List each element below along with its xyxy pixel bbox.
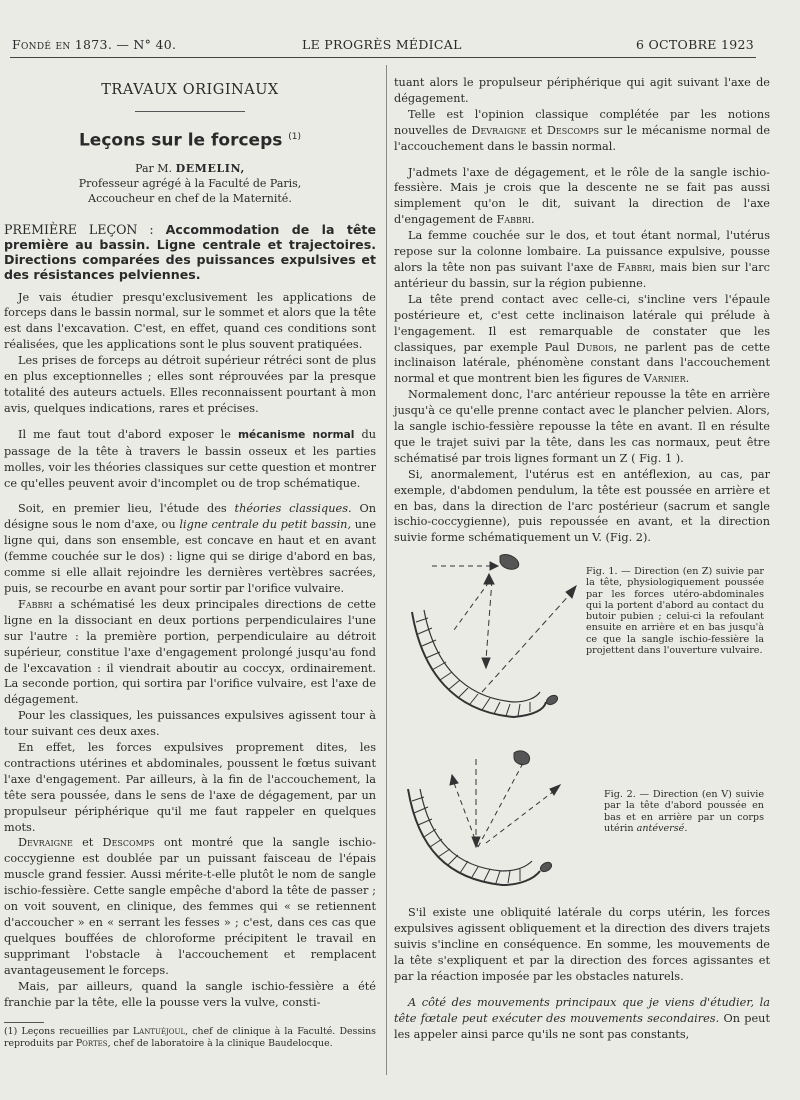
author-citation: Fabbri (18, 597, 53, 611)
pelvic-floor-inner (424, 610, 540, 702)
descent-line (486, 580, 492, 660)
text-run: et (82, 836, 94, 850)
paragraph (4, 835, 376, 978)
author-citation: Descomps (102, 836, 155, 850)
text-run: a schématisé les deux principales directions de cette ligne en la dissociant en deux portions perpendiculaires l'une sur l'autre : la première portion, perpendiculaire au détroit supérieur, constitue l'axe d'engagement prolongé jusqu'au fond de l'excavation : il viendrait aboutir au coccyx, ordinairement. La seconde portion, qui sortira par l'orifice vulvaire, est l'axe de dégagement. (4, 597, 376, 707)
paragraph: S'il existe une obliquité latérale du corps utérin, les forces expulsives agissent obliquement et la direction des divers trajets suivis s'incline en conséquence. En somme, les mouvements de la tête s'expliquent et par la direction des forces agissantes et par la réaction imposée par les obstacles naturels. (394, 906, 770, 983)
hatching (412, 797, 520, 883)
outlet-line (482, 592, 572, 692)
figure-1 (394, 552, 770, 735)
text-run: mais bien sur l'arc antérieur du bassin, sur la région pubienne. (394, 260, 771, 290)
arrow-head (484, 574, 494, 584)
figure-1-diagram (394, 552, 584, 735)
outlet-line (486, 791, 554, 843)
text-run: ne parlent pas de cette inclinaison latérale, phénomène constant dans l'accouchement normal et que montrent bien les figures de (394, 340, 771, 386)
header-journal-title: LE PROGRÈS MÉDICAL (302, 37, 462, 52)
left-column (4, 75, 376, 1050)
paragraph (394, 228, 770, 292)
v-line-left (454, 783, 478, 847)
column-divider (386, 65, 387, 1075)
author-citation: Fabbri. (496, 213, 535, 227)
pelvic-floor-outer (412, 612, 546, 717)
header-date: 6 OCTOBRE 1923 (635, 37, 754, 52)
text-run: On désigne sous le nom d'axe, ou (4, 502, 377, 532)
author-prefix: Par M. (135, 161, 173, 175)
running-header (12, 37, 754, 55)
text-run: Soit, en premier lieu, l'étude des (18, 502, 227, 516)
text-run: On peut les appeler ainsi parce qu'ils ne sont pas constants, (394, 1011, 770, 1041)
italic-run: A côté des mouvements principaux que je viens d'étudier, la tête fœtale peut exécuter des mouvements secondaires. (394, 995, 770, 1025)
paragraph: Les prises de forceps au détroit supérieur rétréci sont de plus en plus exceptionnelles ; elles sont réprouvées par la presque totalité des auteurs actuels. Elles reconnaissent pourtant à mon avis, quelques indications, rares et précises. (4, 354, 376, 415)
lesson-heading (4, 222, 376, 282)
paragraph (4, 501, 376, 596)
arrow-head (490, 562, 498, 570)
text-run: Il me faut tout d'abord exposer le (18, 427, 231, 441)
author-citation: Devraigne (471, 123, 527, 137)
author-citation: Fabbri, (617, 260, 656, 274)
author-citation: Lantuéjoul (132, 1026, 186, 1038)
paragraph: Je vais étudier presqu'exclusivement les applications de forceps dans le bassin normal, sur le sommet et alors que la tête est dans l'excavation. C'est, en effet, quand ces conditions sont réalisées, que les applications sont le plus souvent pratiquées. (4, 290, 376, 352)
text-run: sur le mécanisme normal de l'accouchement dans le bassin normal. (394, 123, 771, 153)
title-footnote-mark: (1) (288, 132, 302, 142)
section-title: TRAVAUX ORIGINAUX (101, 82, 279, 98)
article-title (4, 130, 376, 150)
coccyx-shape (545, 694, 559, 707)
paragraph (394, 292, 770, 387)
pubis-shape (514, 751, 530, 765)
bold-term: mécanisme normal (238, 428, 355, 441)
text-run: du passage de la tête à travers le bassin osseux et les parties molles, voir les théories classiques sur cette question et montrer ce qu'elles peuvent avoir d'incomplet ou de trop schématique. (4, 427, 377, 490)
figure-1-caption: Fig. 1. — Direction (en Z) suivie par la tête, physiologiquement poussée par les forces utéro-abdominales qui la portent d'abord au contact du butoir pubien ; celui-ci la refoulant ensuite en arrière et en bas jusqu'à ce que la sangle ischio-fessière la projettent dans l'ouverture vulvaire. (586, 566, 764, 656)
lesson-title: Accommodation de la tête première au bassin. Ligne centrale et trajectoires. Directions comparées des puissances expulsives et des résistances pelviennes. (4, 221, 376, 282)
text-run: Fig. 2. — Direction (en V) suivie par la tête d'abord poussée en bas et en arrière par un corps utérin (604, 789, 764, 834)
arrow-head (566, 586, 576, 598)
paragraph (4, 427, 376, 492)
hatching (416, 618, 530, 716)
text-run: J'admets l'axe de dégagement, et le rôle de la sangle ischio-fessière. Mais je crois que la descente ne se fait pas aussi simplement qu'on le dit, suivant la direction de l'axe d'engagement de (394, 165, 770, 227)
paragraph (394, 995, 770, 1043)
figure-2-caption (604, 789, 764, 834)
text-run: La tête prend contact avec celle-ci, s'incline vers l'épaule postérieure et, c'est cette inclinaison latérale qui prélude à l'engagement. Il est remarquable de constater que les classiques, par exemple Paul (394, 292, 770, 354)
text-run: et (530, 123, 543, 137)
paragraph: Si, anormalement, l'utérus est en antéflexion, au cas, par exemple, d'abdomen pendulum, la tête est poussée en arrière et en bas, dans la direction de l'arc postérieur (sacrum et sangle ischio-coccygienne), puis repoussée en avant, et la direction suivie forme schématiquement un V. (Fig. 2). (394, 467, 770, 545)
author-citation: Devraigne (18, 836, 73, 850)
author-citation: Varnier. (643, 372, 690, 386)
header-rule (10, 57, 756, 58)
figure-2-diagram (394, 739, 604, 899)
text-run: , chef de clinique à la Faculté. Dessins reproduits par (4, 1026, 376, 1050)
paragraph: tuant alors le propulseur périphérique qui agit suivant l'axe de dégagement. (394, 76, 770, 105)
italic-term: antéversé. (636, 822, 688, 834)
footnote-rule (4, 1022, 44, 1023)
text-run: La femme couchée sur le dos, et tout étant normal, l'utérus repose sur la colonne lombaire. La puissance expulsive, pousse alors la tête non pas suivant l'axe de (394, 229, 770, 274)
paragraph: Pour les classiques, les puissances expulsives agissent tour à tour suivant ces deux axes. (4, 709, 376, 739)
author-citation: Dubois, (576, 340, 618, 354)
author-name: DEMELIN, (175, 161, 245, 175)
v-line-right (478, 765, 522, 847)
italic-term: ligne centrale du petit bassin, (179, 518, 352, 532)
diagonal-line (454, 582, 489, 630)
right-column (394, 75, 770, 1043)
text-run: ont montré que la sangle ischio-coccygienne est doublée par un puissant faisceau de l'épais muscle grand fessier. Aussi mérite-t-elle plutôt le nom de sangle ischio-fessière. Cette sangle empêche d'abord la tête de passer ; on voit souvent, en clinique, des femmes qui « se retiennent d'accoucher » en « serrant les fesses » ; c'est, dans ces cas que quelques bouffées de chloroforme précipitent le travail en supprimant l'obstacle à l'accouchement et remplacent avantageusement le forceps. (4, 836, 376, 977)
arrow-head (482, 658, 490, 668)
paragraph: En effet, les forces expulsives proprement dites, les contractions utérines et abdominales, poussent le fœtus suivant l'axe d'engagement. Par ailleurs, à la fin de l'accouchement, la tête sera poussée, dans le sens de l'axe de dégagement, par un propulseur périphérique qu'il me faut rappeler en quelques mots. (4, 741, 376, 834)
paragraph (394, 107, 770, 155)
italic-term: théories classiques. (234, 502, 352, 516)
author-line (4, 162, 376, 176)
text-run: Telle est l'opinion classique complétée par les notions nouvelles de (394, 107, 770, 137)
author-citation: Portes (75, 1038, 108, 1050)
arrow-head (450, 775, 458, 785)
article-title-text: Leçons sur le forceps (78, 130, 283, 151)
coccyx-shape (539, 861, 553, 874)
author-citation: Descomps (546, 123, 599, 137)
paragraph (394, 165, 770, 229)
header-founded: Fondé en 1873. — N° 40. (12, 37, 177, 52)
author-affiliation-1: Professeur agrégé à la Faculté de Paris, (78, 176, 302, 190)
paragraph: Normalement donc, l'arc antérieur repousse la tête en arrière jusqu'à ce qu'elle prenne contact avec le plancher pelvien. Alors, la sangle ischio-fessière repousse la tête en avant. Il en résulte que le trajet suivi par la tête, dans les cas normaux, peut être schématisé par trois lignes formant un Z ( Fig. 1 ). (394, 388, 770, 465)
footnote (4, 1026, 376, 1050)
section-rule (135, 111, 245, 112)
text-run: une ligne qui, dans son ensemble, est concave en haut et en avant (femme couchée sur le dos) : ligne qui se dirige d'abord en bas, comme si elle allait rejoindre les dernières vertèbres sacrées, puis, se recourbe en avant pour sortir par l'orifice vulvaire. (4, 518, 377, 595)
paragraph: Mais, par ailleurs, quand la sangle ischio-fessière a été franchie par la tête, elle la pousse vers la vulve, consti- (4, 979, 376, 1009)
paragraph (4, 597, 376, 708)
figure-2 (394, 739, 770, 899)
pubis-shape (500, 555, 519, 570)
lesson-number: PREMIÈRE LEÇON : (4, 221, 154, 237)
author-affiliation-2: Accoucheur en chef de la Maternité. (88, 191, 292, 205)
text-run: , chef de laboratoire à la clinique Baudelocque. (107, 1038, 333, 1050)
text-run: (1) Leçons recueillies par (4, 1026, 129, 1038)
